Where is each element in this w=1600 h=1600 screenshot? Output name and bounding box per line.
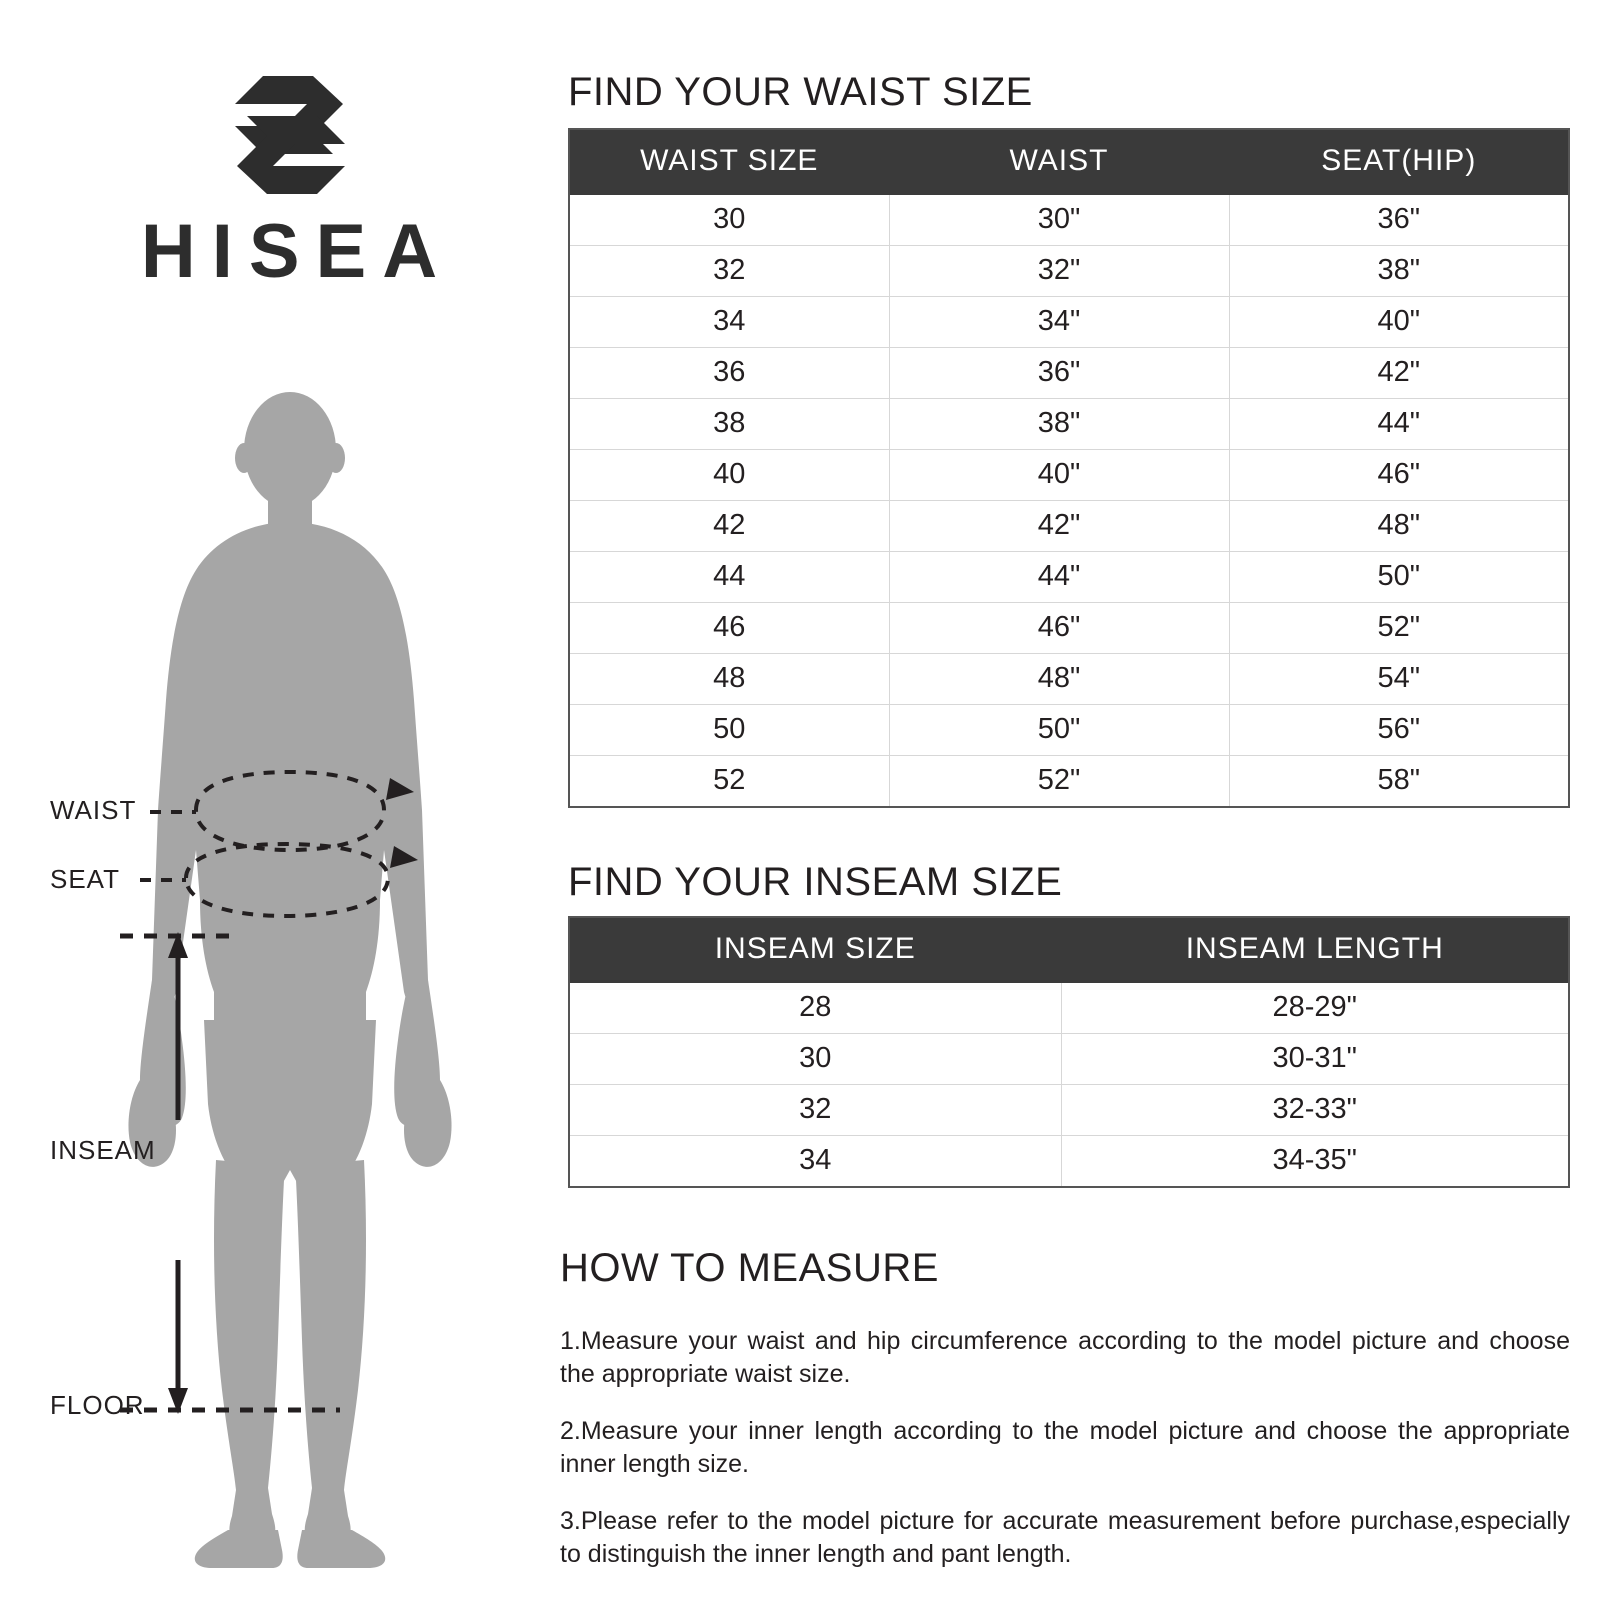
cell-waist-size: 40 (569, 450, 889, 501)
cell-waist: 30" (889, 195, 1229, 246)
figure-label-floor: FLOOR (50, 1390, 145, 1420)
cell-waist: 50" (889, 705, 1229, 756)
cell-waist-size: 48 (569, 654, 889, 705)
table-row (569, 246, 1569, 297)
waist-section-title: FIND YOUR WAIST SIZE (568, 70, 1033, 114)
column-header-seat-hip: SEAT(HIP) (1229, 129, 1569, 195)
cell-seat: 58" (1229, 756, 1569, 808)
table-row (569, 552, 1569, 603)
cell-waist-size: 52 (569, 756, 889, 808)
how-to-measure-item: 1.Measure your waist and hip circumference according to the model picture and choose the appropriate waist size. (560, 1327, 1570, 1388)
cell-inseam-length: 30-31" (1061, 1034, 1569, 1085)
table-header-row (569, 129, 1569, 195)
column-header-inseam-length: INSEAM LENGTH (1061, 917, 1569, 983)
table-row (569, 1136, 1569, 1188)
cell-inseam-length: 28-29" (1061, 983, 1569, 1034)
how-to-measure-item: 2.Measure your inner length according to the model picture and choose the appropriate inner length size. (560, 1417, 1570, 1478)
column-header-waist: WAIST (889, 129, 1229, 195)
cell-seat: 52" (1229, 603, 1569, 654)
body-figure (0, 380, 560, 1580)
cell-waist: 48" (889, 654, 1229, 705)
cell-seat: 56" (1229, 705, 1569, 756)
table-row (569, 654, 1569, 705)
waist-size-table (568, 128, 1570, 808)
inseam-section-title: FIND YOUR INSEAM SIZE (568, 860, 1063, 904)
table-row (569, 399, 1569, 450)
how-to-measure-list (560, 1300, 1570, 1570)
cell-waist-size: 32 (569, 246, 889, 297)
hisea-logo-mark-icon (215, 70, 365, 200)
table-row (569, 1085, 1569, 1136)
cell-seat: 42" (1229, 348, 1569, 399)
figure-label-seat: SEAT (50, 864, 120, 894)
illustration-column (0, 0, 560, 1600)
table-row (569, 450, 1569, 501)
cell-seat: 36" (1229, 195, 1569, 246)
cell-seat: 40" (1229, 297, 1569, 348)
cell-seat: 50" (1229, 552, 1569, 603)
tables-column (560, 0, 1600, 1600)
cell-waist-size: 34 (569, 297, 889, 348)
cell-waist-size: 38 (569, 399, 889, 450)
cell-waist: 34" (889, 297, 1229, 348)
cell-inseam-length: 32-33" (1061, 1085, 1569, 1136)
figure-label-inseam: INSEAM (50, 1135, 156, 1165)
table-row (569, 501, 1569, 552)
cell-seat: 48" (1229, 501, 1569, 552)
table-row (569, 983, 1569, 1034)
cell-waist-size: 44 (569, 552, 889, 603)
cell-waist: 36" (889, 348, 1229, 399)
cell-waist-size: 46 (569, 603, 889, 654)
column-header-waist-size: WAIST SIZE (569, 129, 889, 195)
cell-waist-size: 30 (569, 195, 889, 246)
table-row (569, 1034, 1569, 1085)
cell-waist: 52" (889, 756, 1229, 808)
brand-logo (80, 70, 500, 294)
cell-inseam-size: 28 (569, 983, 1061, 1034)
table-row (569, 348, 1569, 399)
cell-waist-size: 50 (569, 705, 889, 756)
table-row (569, 705, 1569, 756)
cell-inseam-size: 34 (569, 1136, 1061, 1188)
cell-waist: 44" (889, 552, 1229, 603)
cell-waist: 40" (889, 450, 1229, 501)
how-to-measure-item: 3.Please refer to the model picture for accurate measurement before purchase,especially to distinguish the inner length and pant length. (560, 1507, 1570, 1568)
cell-inseam-size: 30 (569, 1034, 1061, 1085)
inseam-size-table (568, 916, 1570, 1188)
cell-inseam-size: 32 (569, 1085, 1061, 1136)
cell-waist: 38" (889, 399, 1229, 450)
cell-waist: 42" (889, 501, 1229, 552)
how-to-measure-title: HOW TO MEASURE (560, 1246, 939, 1290)
figure-label-waist: WAIST (50, 795, 137, 825)
table-row (569, 195, 1569, 246)
cell-inseam-length: 34-35" (1061, 1136, 1569, 1188)
table-row (569, 756, 1569, 808)
cell-waist: 46" (889, 603, 1229, 654)
cell-seat: 38" (1229, 246, 1569, 297)
table-header-row (569, 917, 1569, 983)
cell-waist-size: 42 (569, 501, 889, 552)
brand-name: HISEA (140, 209, 454, 294)
table-row (569, 603, 1569, 654)
cell-waist-size: 36 (569, 348, 889, 399)
column-header-inseam-size: INSEAM SIZE (569, 917, 1061, 983)
table-row (569, 297, 1569, 348)
cell-seat: 54" (1229, 654, 1569, 705)
cell-seat: 44" (1229, 399, 1569, 450)
cell-waist: 32" (889, 246, 1229, 297)
cell-seat: 46" (1229, 450, 1569, 501)
